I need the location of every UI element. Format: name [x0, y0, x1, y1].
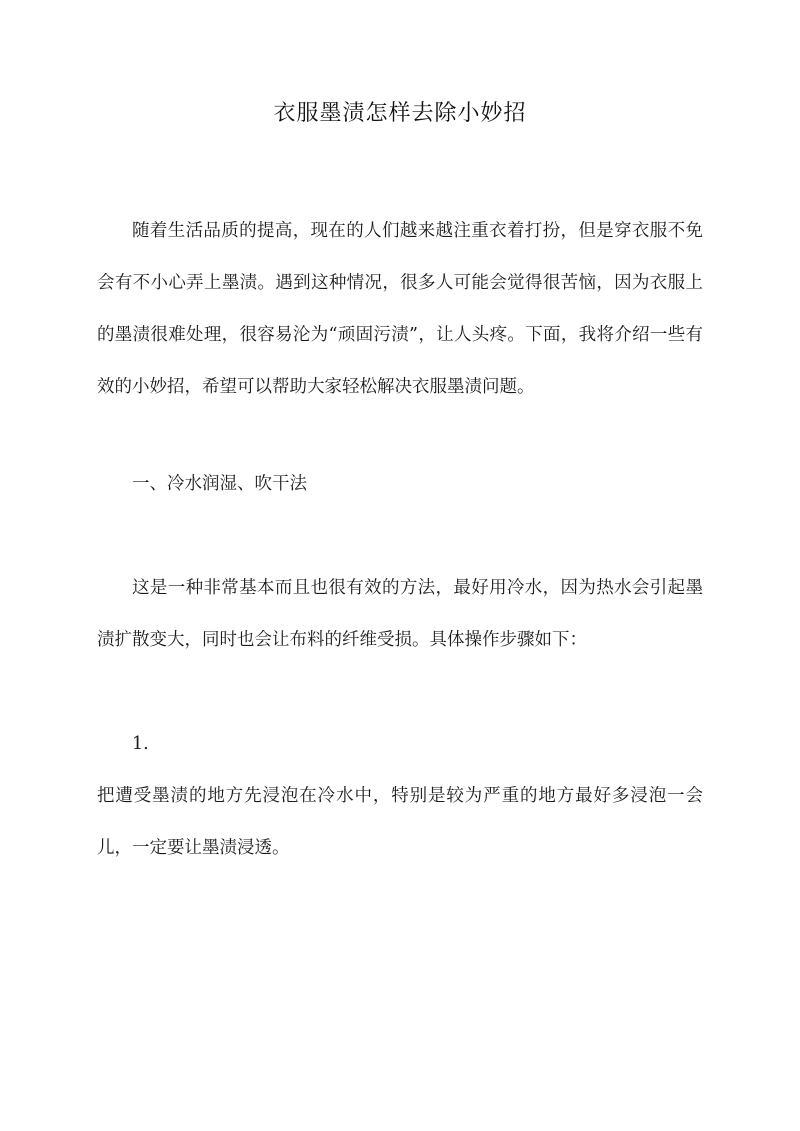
document-title: 衣服墨渍怎样去除小妙招: [273, 101, 527, 126]
method-intro-paragraph: 这是一种非常基本而且也很有效的方法，最好用冷水，因为热水会引起墨渍扩散变大，同时也会让布料的纤维受损。具体操作步骤如下：: [97, 578, 703, 650]
section-heading: 一、冷水润湿、吹干法: [132, 474, 307, 494]
step-text-paragraph: 把遭受墨渍的地方先浸泡在冷水中，特别是较为严重的地方最好多浸泡一会儿，一定要让墨渍浸透。: [97, 786, 703, 858]
step-number: 1.: [132, 734, 149, 754]
intro-paragraph: 随着生活品质的提高，现在的人们越来越注重衣着打扮，但是穿衣服不免会有不小心弄上墨渍。遇到这种情况，很多人可能会觉得很苦恼，因为衣服上的墨渍很难处理，很容易沦为“顽固污渍”，让人头疼。下面，我将介绍一些有效的小妙招，希望可以帮助大家轻松解决衣服墨渍问题。: [97, 221, 703, 397]
